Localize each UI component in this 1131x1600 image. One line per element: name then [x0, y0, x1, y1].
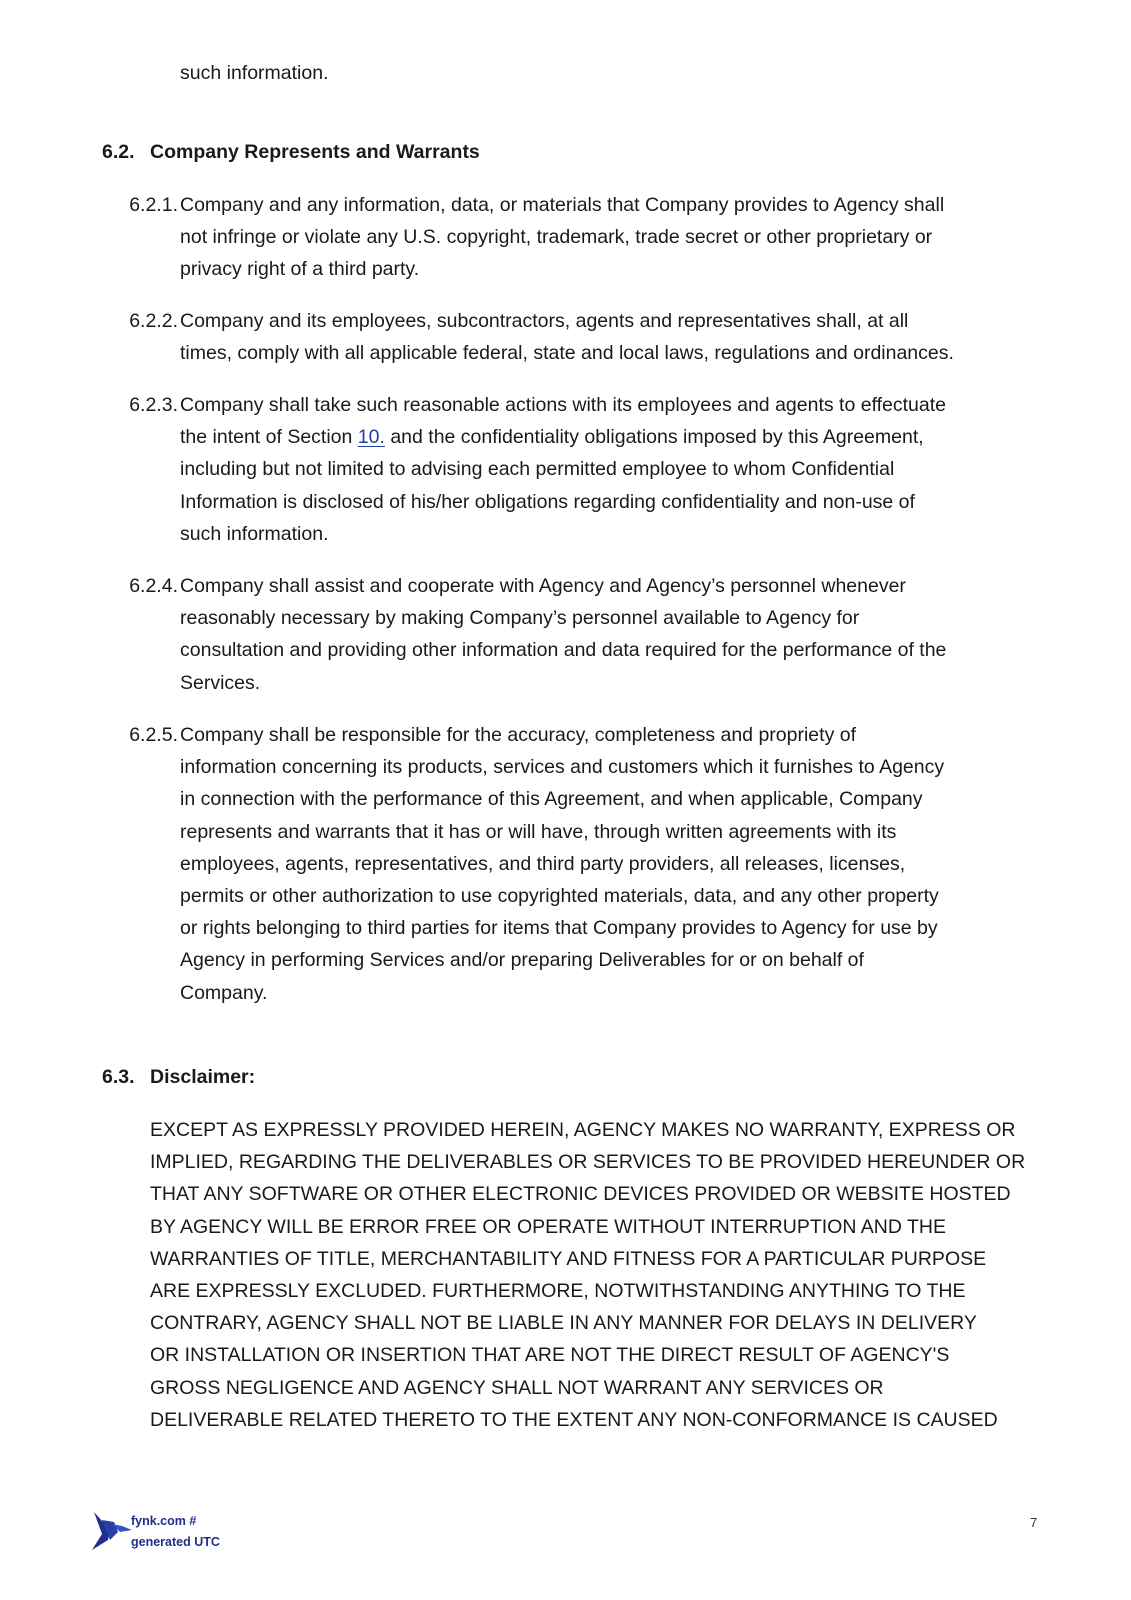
disclaimer-line: CONTRARY, AGENCY SHALL NOT BE LIABLE IN ANY MANNER FOR DELAYS IN DELIVERY	[150, 1312, 977, 1335]
section-heading-6-3	[102, 1061, 255, 1093]
disclaimer-line: BY AGENCY WILL BE ERROR FREE OR OPERATE WITHOUT INTERRUPTION AND THE	[150, 1215, 947, 1238]
clause-line: in connection with the performance of this Agreement, and when applicable, Company	[180, 788, 923, 811]
clause-text	[180, 719, 1050, 1009]
clause-line: or rights belonging to third parties for items that Company provides to Agency for use by	[180, 917, 938, 940]
disclaimer-line: DELIVERABLE RELATED THERETO TO THE EXTENT ANY NON-CONFORMANCE IS CAUSED	[150, 1408, 998, 1431]
clause-line: not infringe or violate any U.S. copyright, trademark, trade secret or other proprietary or	[180, 226, 933, 249]
section-number: 6.3.	[102, 1066, 135, 1088]
clause-line: Services.	[180, 671, 261, 694]
clause-number: 6.2.4.	[129, 575, 178, 597]
clause-line: Company shall assist and cooperate with Agency and Agency’s personnel whenever	[180, 575, 906, 597]
clause-line: Company and any information, data, or materials that Company provides to Agency shall	[180, 194, 945, 216]
footer-text	[131, 1511, 220, 1553]
clause-number: 6.2.1.	[129, 194, 178, 216]
section-title: Company Represents and Warrants	[150, 141, 480, 163]
clause-line: including but not limited to advising each permitted employee to whom Confidential	[180, 458, 895, 481]
footer-site: fynk.com #	[131, 1514, 197, 1528]
disclaimer-line: ARE EXPRESSLY EXCLUDED. FURTHERMORE, NOTWITHSTANDING ANYTHING TO THE	[150, 1280, 966, 1303]
disclaimer-line: OR INSTALLATION OR INSERTION THAT ARE NOT THE DIRECT RESULT OF AGENCY'S	[150, 1344, 950, 1367]
clause-line: such information.	[180, 522, 329, 545]
clause-text-fragment: and the confidentiality obligations imposed by this Agreement,	[384, 426, 924, 449]
clause-text-fragment: the intent of Section	[180, 426, 358, 449]
clause-line-with-link	[180, 421, 1050, 453]
clause-line: Company shall take such reasonable actions with its employees and agents to effectuate	[180, 394, 947, 416]
clause-line: represents and warrants that it has or will have, through written agreements with its	[180, 820, 897, 843]
clause-number: 6.2.3.	[129, 394, 178, 416]
footer-generated: generated UTC	[131, 1535, 220, 1549]
clause-text	[180, 389, 1050, 550]
section-10-link[interactable]: 10.	[357, 426, 385, 449]
disclaimer-line: IMPLIED, REGARDING THE DELIVERABLES OR SERVICES TO BE PROVIDED HEREUNDER OR	[150, 1151, 1026, 1174]
page-number: 7	[1030, 1515, 1038, 1530]
clause-line: Company and its employees, subcontractors, agents and representatives shall, at all	[180, 310, 909, 332]
clause-number: 6.2.2.	[129, 310, 178, 332]
disclaimer-line: EXCEPT AS EXPRESSLY PROVIDED HEREIN, AGENCY MAKES NO WARRANTY, EXPRESS OR	[150, 1119, 1016, 1141]
section-title: Disclaimer:	[150, 1066, 256, 1088]
clause-line: consultation and providing other information and data required for the performance of the	[180, 639, 947, 662]
clause-text	[180, 570, 1050, 699]
clause-line: privacy right of a third party.	[180, 258, 420, 281]
section-heading-6-2	[102, 136, 480, 168]
disclaimer-line: WARRANTIES OF TITLE, MERCHANTABILITY AND FITNESS FOR A PARTICULAR PURPOSE	[150, 1247, 987, 1270]
disclaimer-line: GROSS NEGLIGENCE AND AGENCY SHALL NOT WARRANT ANY SERVICES OR	[150, 1376, 884, 1399]
clause-line: Company shall be responsible for the accuracy, completeness and propriety of	[180, 724, 856, 746]
fynk-bird-logo-icon	[88, 1510, 136, 1552]
clause-line: permits or other authorization to use copyrighted materials, data, and any other property	[180, 885, 939, 908]
disclaimer-text	[150, 1114, 1025, 1436]
section-number: 6.2.	[102, 141, 135, 163]
clause-line: information concerning its products, services and customers which it furnishes to Agency	[180, 756, 945, 779]
disclaimer-line: THAT ANY SOFTWARE OR OTHER ELECTRONIC DEVICES PROVIDED OR WEBSITE HOSTED	[150, 1183, 1011, 1206]
clause-line: times, comply with all applicable federal, state and local laws, regulations and ordinances.	[180, 342, 954, 365]
clause-line: Information is disclosed of his/her obligations regarding confidentiality and non-use of	[180, 490, 915, 513]
clause-text	[180, 305, 1050, 369]
clause-line: employees, agents, representatives, and third party providers, all releases, licenses,	[180, 852, 906, 875]
clause-line: Agency in performing Services and/or preparing Deliverables for or on behalf of	[180, 949, 864, 972]
clause-number: 6.2.5.	[129, 724, 178, 746]
clause-line: reasonably necessary by making Company’s personnel available to Agency for	[180, 607, 860, 630]
clause-line: Company.	[180, 981, 268, 1004]
intro-line: such information.	[180, 62, 329, 84]
clause-text	[180, 189, 1050, 286]
